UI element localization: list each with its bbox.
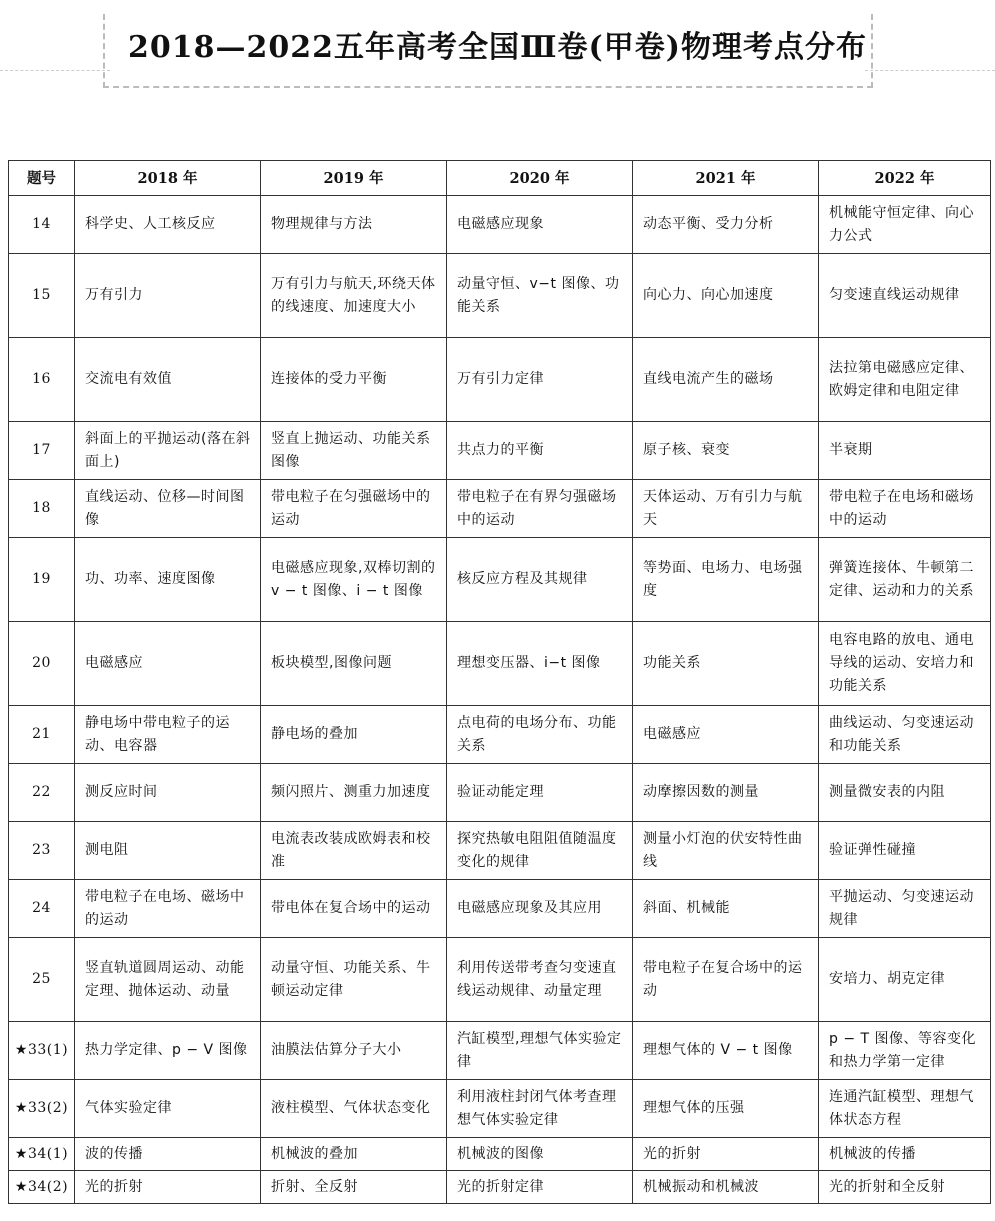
topic-2020: 万有引力定律 bbox=[447, 338, 633, 422]
column-header-2018: 2018 年 bbox=[75, 161, 261, 196]
question-number: 18 bbox=[9, 480, 75, 538]
topic-2019: 油膜法估算分子大小 bbox=[261, 1022, 447, 1080]
topic-2020: 共点力的平衡 bbox=[447, 422, 633, 480]
topic-2022: 电容电路的放电、通电导线的运动、安培力和功能关系 bbox=[819, 622, 991, 706]
column-header-2020: 2020 年 bbox=[447, 161, 633, 196]
column-header-2022: 2022 年 bbox=[819, 161, 991, 196]
question-number: ★34(2) bbox=[9, 1171, 75, 1204]
table-row bbox=[9, 938, 991, 1022]
topic-2019: 竖直上抛运动、功能关系图像 bbox=[261, 422, 447, 480]
topic-2018: 功、功率、速度图像 bbox=[75, 538, 261, 622]
topic-2021: 向心力、向心加速度 bbox=[633, 254, 819, 338]
topic-2022: 曲线运动、匀变速运动和功能关系 bbox=[819, 706, 991, 764]
topic-2021: 功能关系 bbox=[633, 622, 819, 706]
topic-2019: 带电体在复合场中的运动 bbox=[261, 880, 447, 938]
topic-2021: 理想气体的 V − t 图像 bbox=[633, 1022, 819, 1080]
question-number: ★33(1) bbox=[9, 1022, 75, 1080]
topic-2018: 科学史、人工核反应 bbox=[75, 196, 261, 254]
table-row bbox=[9, 622, 991, 706]
table-row bbox=[9, 1080, 991, 1138]
topic-2020: 理想变压器、i−t 图像 bbox=[447, 622, 633, 706]
topic-2020: 光的折射定律 bbox=[447, 1171, 633, 1204]
table-row bbox=[9, 480, 991, 538]
decorative-divider bbox=[865, 70, 995, 71]
topic-2018: 热力学定律、p − V 图像 bbox=[75, 1022, 261, 1080]
topic-2022: 连通汽缸模型、理想气体状态方程 bbox=[819, 1080, 991, 1138]
table-row bbox=[9, 822, 991, 880]
column-header-2019: 2019 年 bbox=[261, 161, 447, 196]
question-number: 22 bbox=[9, 764, 75, 822]
table-row bbox=[9, 1022, 991, 1080]
topic-2020: 验证动能定理 bbox=[447, 764, 633, 822]
topic-2019: 带电粒子在匀强磁场中的运动 bbox=[261, 480, 447, 538]
question-number: 24 bbox=[9, 880, 75, 938]
topic-2019: 连接体的受力平衡 bbox=[261, 338, 447, 422]
topic-2020: 电磁感应现象 bbox=[447, 196, 633, 254]
table-row bbox=[9, 422, 991, 480]
topic-2020: 带电粒子在有界匀强磁场中的运动 bbox=[447, 480, 633, 538]
topic-2019: 折射、全反射 bbox=[261, 1171, 447, 1204]
question-number: 14 bbox=[9, 196, 75, 254]
topic-2018: 带电粒子在电场、磁场中的运动 bbox=[75, 880, 261, 938]
topic-2018: 气体实验定律 bbox=[75, 1080, 261, 1138]
question-number: 19 bbox=[9, 538, 75, 622]
topic-2019: 机械波的叠加 bbox=[261, 1138, 447, 1171]
topic-2021: 斜面、机械能 bbox=[633, 880, 819, 938]
topic-2021: 测量小灯泡的伏安特性曲线 bbox=[633, 822, 819, 880]
topic-2018: 光的折射 bbox=[75, 1171, 261, 1204]
topic-2019: 电流表改装成欧姆表和校准 bbox=[261, 822, 447, 880]
table-row bbox=[9, 1171, 991, 1204]
table-row bbox=[9, 1138, 991, 1171]
column-header-2021: 2021 年 bbox=[633, 161, 819, 196]
table-row bbox=[9, 538, 991, 622]
column-header-question: 题号 bbox=[9, 161, 75, 196]
topic-2018: 斜面上的平抛运动(落在斜面上) bbox=[75, 422, 261, 480]
table-row bbox=[9, 764, 991, 822]
table-row bbox=[9, 338, 991, 422]
topic-2020: 动量守恒、v−t 图像、功能关系 bbox=[447, 254, 633, 338]
topic-2022: 半衰期 bbox=[819, 422, 991, 480]
topic-2020: 利用传送带考查匀变速直线运动规律、动量定理 bbox=[447, 938, 633, 1022]
topic-2019: 板块模型,图像问题 bbox=[261, 622, 447, 706]
topic-2019: 动量守恒、功能关系、牛顿运动定律 bbox=[261, 938, 447, 1022]
topic-2021: 带电粒子在复合场中的运动 bbox=[633, 938, 819, 1022]
topic-2022: p − T 图像、等容变化和热力学第一定律 bbox=[819, 1022, 991, 1080]
topic-2021: 机械振动和机械波 bbox=[633, 1171, 819, 1204]
topic-2020: 探究热敏电阻阻值随温度变化的规律 bbox=[447, 822, 633, 880]
table-row bbox=[9, 706, 991, 764]
topic-2022: 光的折射和全反射 bbox=[819, 1171, 991, 1204]
topic-2022: 平抛运动、匀变速运动规律 bbox=[819, 880, 991, 938]
topic-2021: 等势面、电场力、电场强度 bbox=[633, 538, 819, 622]
topic-2021: 光的折射 bbox=[633, 1138, 819, 1171]
question-number: ★34(1) bbox=[9, 1138, 75, 1171]
topic-2021: 动态平衡、受力分析 bbox=[633, 196, 819, 254]
table-row bbox=[9, 880, 991, 938]
topic-2018: 测电阻 bbox=[75, 822, 261, 880]
question-number: 25 bbox=[9, 938, 75, 1022]
topic-2018: 静电场中带电粒子的运动、电容器 bbox=[75, 706, 261, 764]
question-number: 20 bbox=[9, 622, 75, 706]
topic-2019: 电磁感应现象,双棒切割的 v − t 图像、i − t 图像 bbox=[261, 538, 447, 622]
topic-2022: 机械能守恒定律、向心力公式 bbox=[819, 196, 991, 254]
table-header-row bbox=[9, 161, 991, 196]
topic-2022: 机械波的传播 bbox=[819, 1138, 991, 1171]
topic-2020: 汽缸模型,理想气体实验定律 bbox=[447, 1022, 633, 1080]
topic-2020: 机械波的图像 bbox=[447, 1138, 633, 1171]
topic-2020: 利用液柱封闭气体考查理想气体实验定律 bbox=[447, 1080, 633, 1138]
topic-2022: 法拉第电磁感应定律、欧姆定律和电阻定律 bbox=[819, 338, 991, 422]
topic-2018: 竖直轨道圆周运动、动能定理、抛体运动、动量 bbox=[75, 938, 261, 1022]
topic-2021: 电磁感应 bbox=[633, 706, 819, 764]
header bbox=[0, 0, 995, 95]
topic-2019: 频闪照片、测重力加速度 bbox=[261, 764, 447, 822]
decorative-divider bbox=[0, 70, 110, 71]
topic-2018: 直线运动、位移—时间图像 bbox=[75, 480, 261, 538]
topic-2022: 匀变速直线运动规律 bbox=[819, 254, 991, 338]
topic-2018: 电磁感应 bbox=[75, 622, 261, 706]
topic-2019: 液柱模型、气体状态变化 bbox=[261, 1080, 447, 1138]
topic-2020: 电磁感应现象及其应用 bbox=[447, 880, 633, 938]
topic-2019: 静电场的叠加 bbox=[261, 706, 447, 764]
topic-2018: 交流电有效值 bbox=[75, 338, 261, 422]
topic-2022: 弹簧连接体、牛顿第二定律、运动和力的关系 bbox=[819, 538, 991, 622]
topic-2021: 天体运动、万有引力与航天 bbox=[633, 480, 819, 538]
table-row bbox=[9, 196, 991, 254]
topic-2021: 动摩擦因数的测量 bbox=[633, 764, 819, 822]
question-number: 21 bbox=[9, 706, 75, 764]
topic-2021: 原子核、衰变 bbox=[633, 422, 819, 480]
topic-2020: 点电荷的电场分布、功能关系 bbox=[447, 706, 633, 764]
question-number: 16 bbox=[9, 338, 75, 422]
topic-2018: 万有引力 bbox=[75, 254, 261, 338]
question-number: ★33(2) bbox=[9, 1080, 75, 1138]
topic-2018: 测反应时间 bbox=[75, 764, 261, 822]
topic-2019: 万有引力与航天,环绕天体的线速度、加速度大小 bbox=[261, 254, 447, 338]
exam-topics-table bbox=[8, 160, 991, 1204]
topic-2022: 安培力、胡克定律 bbox=[819, 938, 991, 1022]
question-number: 17 bbox=[9, 422, 75, 480]
topic-2020: 核反应方程及其规律 bbox=[447, 538, 633, 622]
topic-2022: 测量微安表的内阻 bbox=[819, 764, 991, 822]
topic-2018: 波的传播 bbox=[75, 1138, 261, 1171]
page-title: 2018—2022五年高考全国Ⅲ卷(甲卷)物理考点分布 bbox=[128, 30, 867, 65]
topic-2022: 验证弹性碰撞 bbox=[819, 822, 991, 880]
topic-2021: 直线电流产生的磁场 bbox=[633, 338, 819, 422]
topic-2021: 理想气体的压强 bbox=[633, 1080, 819, 1138]
question-number: 15 bbox=[9, 254, 75, 338]
question-number: 23 bbox=[9, 822, 75, 880]
topic-2019: 物理规律与方法 bbox=[261, 196, 447, 254]
topic-2022: 带电粒子在电场和磁场中的运动 bbox=[819, 480, 991, 538]
table-row bbox=[9, 254, 991, 338]
